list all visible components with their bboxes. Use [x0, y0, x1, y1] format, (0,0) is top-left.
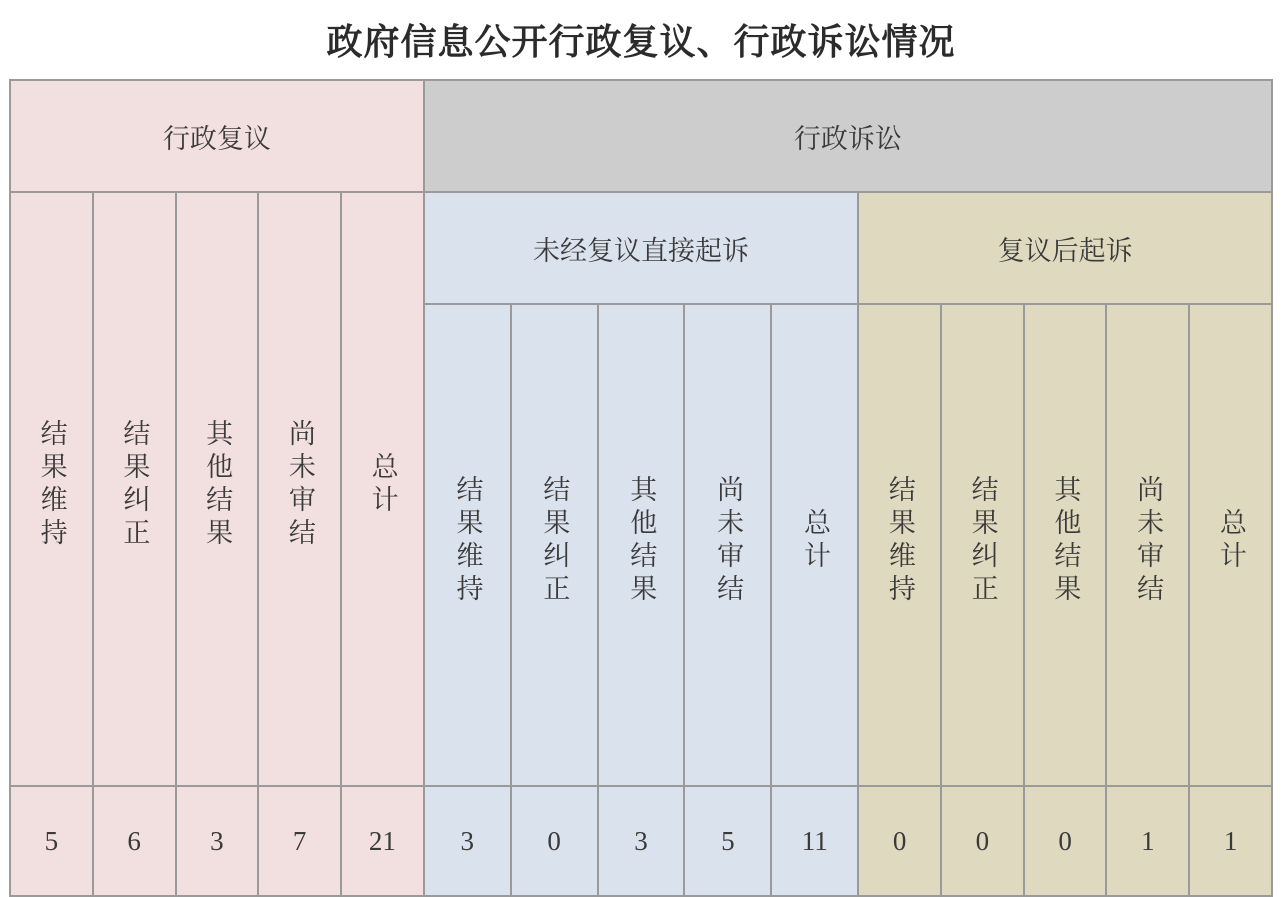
column-header-text: 其他结果 [202, 418, 233, 551]
sub-group-header-row [10, 192, 1272, 304]
column-header-text: 结果维持 [884, 474, 915, 607]
column-header-direct-upheld [424, 304, 511, 786]
value-direct-pending: 5 [684, 786, 771, 896]
column-header-post-corrected [941, 304, 1024, 786]
column-header-direct-pending [684, 304, 771, 786]
column-header-text: 总计 [1215, 507, 1246, 574]
value-post-total: 1 [1189, 786, 1272, 896]
value-post-corrected: 0 [941, 786, 1024, 896]
value-direct-total: 11 [771, 786, 858, 896]
group-header-administrative-litigation: 行政诉讼 [424, 80, 1272, 192]
value-direct-other: 3 [598, 786, 685, 896]
column-header-review-other [176, 192, 259, 786]
value-post-other: 0 [1024, 786, 1107, 896]
value-post-pending: 1 [1106, 786, 1189, 896]
column-header-text: 结果纠正 [539, 474, 570, 607]
column-header-text: 总计 [800, 507, 831, 574]
column-header-review-total [341, 192, 424, 786]
value-review-corrected: 6 [93, 786, 176, 896]
column-header-direct-total [771, 304, 858, 786]
value-direct-upheld: 3 [424, 786, 511, 896]
page-title: 政府信息公开行政复议、行政诉讼情况 [326, 21, 956, 62]
column-header-direct-corrected [511, 304, 598, 786]
column-header-post-pending [1106, 304, 1189, 786]
table-row [10, 786, 1272, 896]
statistics-table [9, 79, 1273, 897]
value-review-other: 3 [176, 786, 259, 896]
value-direct-corrected: 0 [511, 786, 598, 896]
column-header-text: 结果维持 [452, 474, 483, 607]
sub-group-header-post-review-litigation: 复议后起诉 [858, 192, 1272, 304]
value-review-upheld: 5 [10, 786, 93, 896]
column-header-post-upheld [858, 304, 941, 786]
column-header-text: 尚未审结 [284, 418, 315, 551]
column-header-text: 结果纠正 [119, 418, 150, 551]
column-header-text: 结果维持 [36, 418, 67, 551]
group-header-row [10, 80, 1272, 192]
value-review-total: 21 [341, 786, 424, 896]
column-header-post-other [1024, 304, 1107, 786]
sub-group-header-direct-litigation: 未经复议直接起诉 [424, 192, 858, 304]
group-header-administrative-review: 行政复议 [10, 80, 424, 192]
value-post-upheld: 0 [858, 786, 941, 896]
column-header-direct-other [598, 304, 685, 786]
column-header-text: 总计 [367, 451, 398, 518]
column-header-review-corrected [93, 192, 176, 786]
column-header-text: 尚未审结 [713, 474, 744, 607]
column-header-review-upheld [10, 192, 93, 786]
column-header-text: 其他结果 [1050, 474, 1081, 607]
value-review-pending: 7 [258, 786, 341, 896]
column-header-text: 尚未审结 [1133, 474, 1164, 607]
column-header-review-pending [258, 192, 341, 786]
column-header-post-total [1189, 304, 1272, 786]
column-header-text: 结果纠正 [967, 474, 998, 607]
column-header-text: 其他结果 [626, 474, 657, 607]
